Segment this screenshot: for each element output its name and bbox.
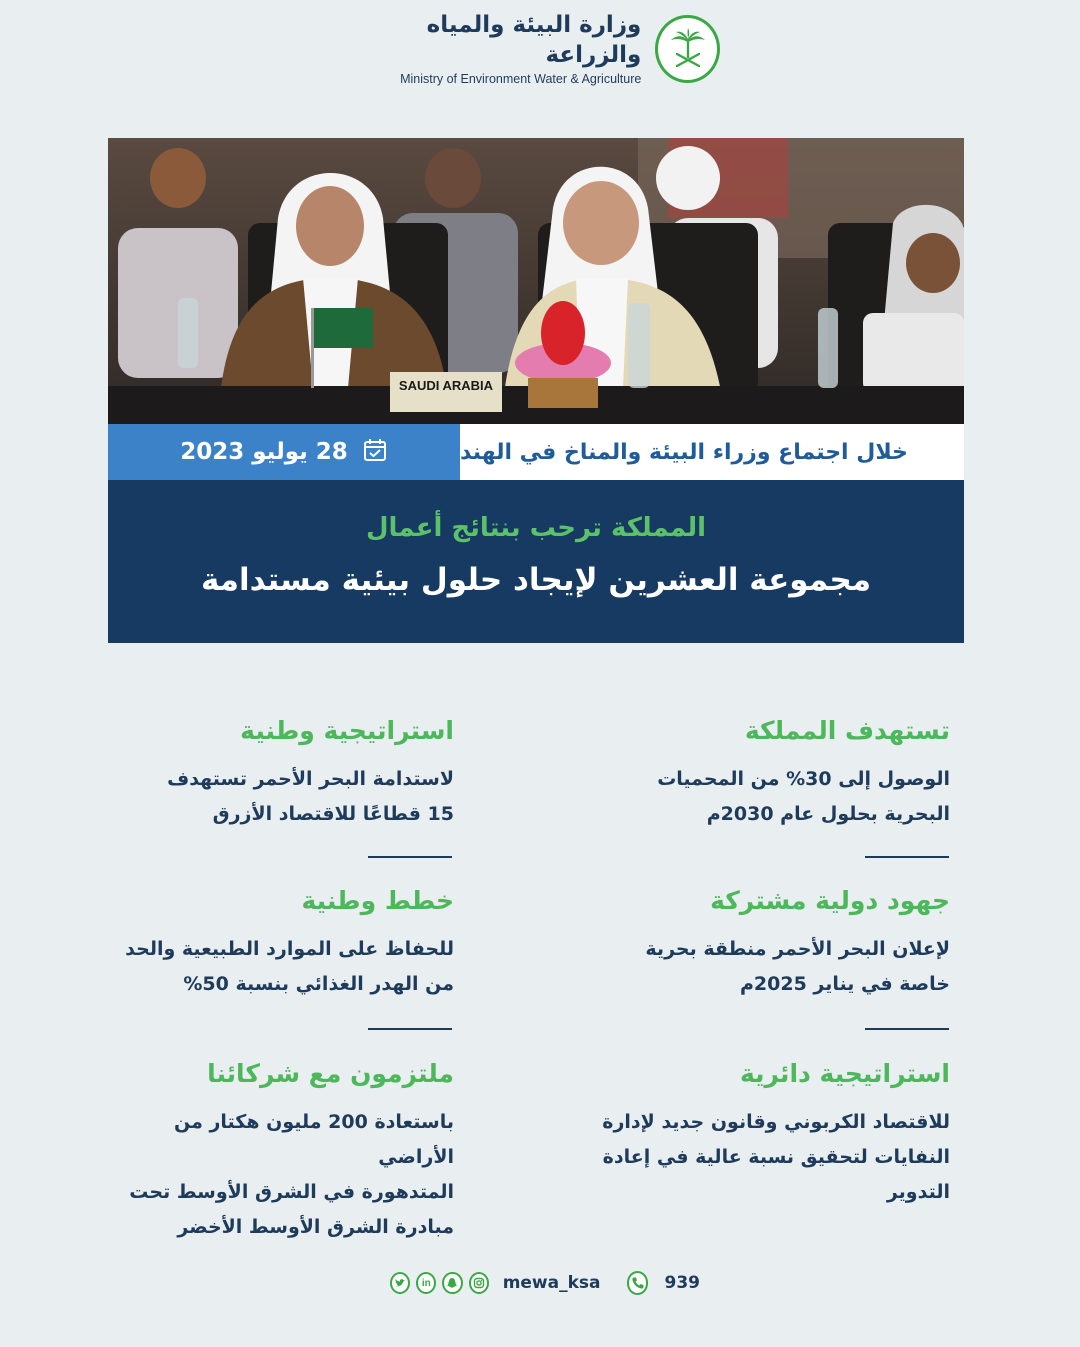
headline-box — [108, 480, 964, 643]
item-body-line: خاصة في يناير 2025م — [739, 973, 950, 995]
phone-number[interactable]: 939 — [664, 1273, 700, 1293]
item-body — [600, 762, 950, 832]
item-title: خطط وطنية — [301, 886, 454, 915]
item-body — [104, 932, 454, 1002]
calendar-check-icon — [362, 437, 388, 467]
item-body-line: باستعادة 200 مليون هكتار من الأراضي — [174, 1111, 454, 1168]
palm-tree-icon — [655, 15, 720, 83]
item-title: استراتيجية وطنية — [240, 716, 454, 745]
item-body-line: التدوير — [886, 1181, 950, 1203]
ministry-header — [340, 14, 720, 84]
item-body-line: النفايات لتحقيق نسبة عالية في إعادة — [602, 1146, 950, 1168]
item-body — [600, 1105, 950, 1210]
info-bar — [108, 424, 964, 480]
ministers-meeting-photo — [108, 138, 964, 424]
item-body-line: من الهدر الغذائي بنسبة 50% — [183, 973, 454, 995]
headline-line-2: مجموعة العشرين لإيجاد حلول بيئية مستدامة — [200, 562, 872, 598]
item-title: استراتيجية دائرية — [739, 1059, 950, 1088]
item-body-line: للحفاظ على الموارد الطبيعية والحد — [125, 938, 454, 960]
snapchat-icon[interactable] — [442, 1272, 462, 1294]
item-right-3 — [600, 1057, 950, 1210]
item-body-line: مبادرة الشرق الأوسط الأخضر — [177, 1216, 454, 1238]
ministry-name-english: Ministry of Environment Water & Agriculture — [400, 72, 642, 86]
item-body — [104, 1105, 454, 1245]
divider — [368, 856, 452, 858]
item-body-line: لاستدامة البحر الأحمر تستهدف — [167, 768, 454, 790]
item-left-2 — [104, 884, 454, 1002]
item-title: تستهدف المملكة — [744, 716, 950, 745]
meeting-description: خلال اجتماع وزراء البيئة والمناخ في الهند — [460, 439, 908, 465]
item-body — [600, 932, 950, 1002]
headline-line-1: المملكة ترحب بنتائج أعمال — [365, 513, 707, 543]
ministry-name — [340, 10, 641, 88]
item-body-line: 15 قطاعًا للاقتصاد الأزرق — [212, 803, 454, 825]
meeting-box — [460, 424, 964, 480]
item-title: جهود دولية مشتركة — [710, 886, 950, 915]
phone-icon — [627, 1271, 649, 1295]
instagram-icon[interactable] — [469, 1272, 489, 1294]
item-right-2 — [600, 884, 950, 1002]
saudi-arabia-nameplate: SAUDI ARABIA — [398, 378, 494, 393]
item-title: ملتزمون مع شركائنا — [207, 1059, 454, 1088]
item-left-1 — [104, 714, 454, 832]
linkedin-icon[interactable]: in — [416, 1272, 436, 1294]
divider — [368, 1028, 452, 1030]
date-box — [108, 424, 460, 480]
item-body-line: الوصول إلى 30% من المحميات — [657, 768, 950, 790]
item-body-line: المتدهورة في الشرق الأوسط تحت — [129, 1181, 454, 1203]
item-right-1 — [600, 714, 950, 832]
item-left-3 — [104, 1057, 454, 1245]
item-body-line: البحرية بحلول عام 2030م — [706, 803, 950, 825]
item-body-line: لإعلان البحر الأحمر منطقة بحرية — [645, 938, 950, 960]
divider — [865, 856, 949, 858]
ministry-name-arabic: وزارة البيئة والمياه والزراعة — [426, 12, 642, 68]
item-body-line: للاقتصاد الكربوني وقانون جديد لإدارة — [602, 1111, 950, 1133]
item-body — [104, 762, 454, 832]
event-date: 28 يوليو 2023 — [180, 439, 348, 465]
footer — [390, 1266, 700, 1300]
twitter-icon[interactable] — [390, 1272, 410, 1294]
social-handle[interactable]: mewa_ksa — [502, 1273, 601, 1293]
divider — [865, 1028, 949, 1030]
